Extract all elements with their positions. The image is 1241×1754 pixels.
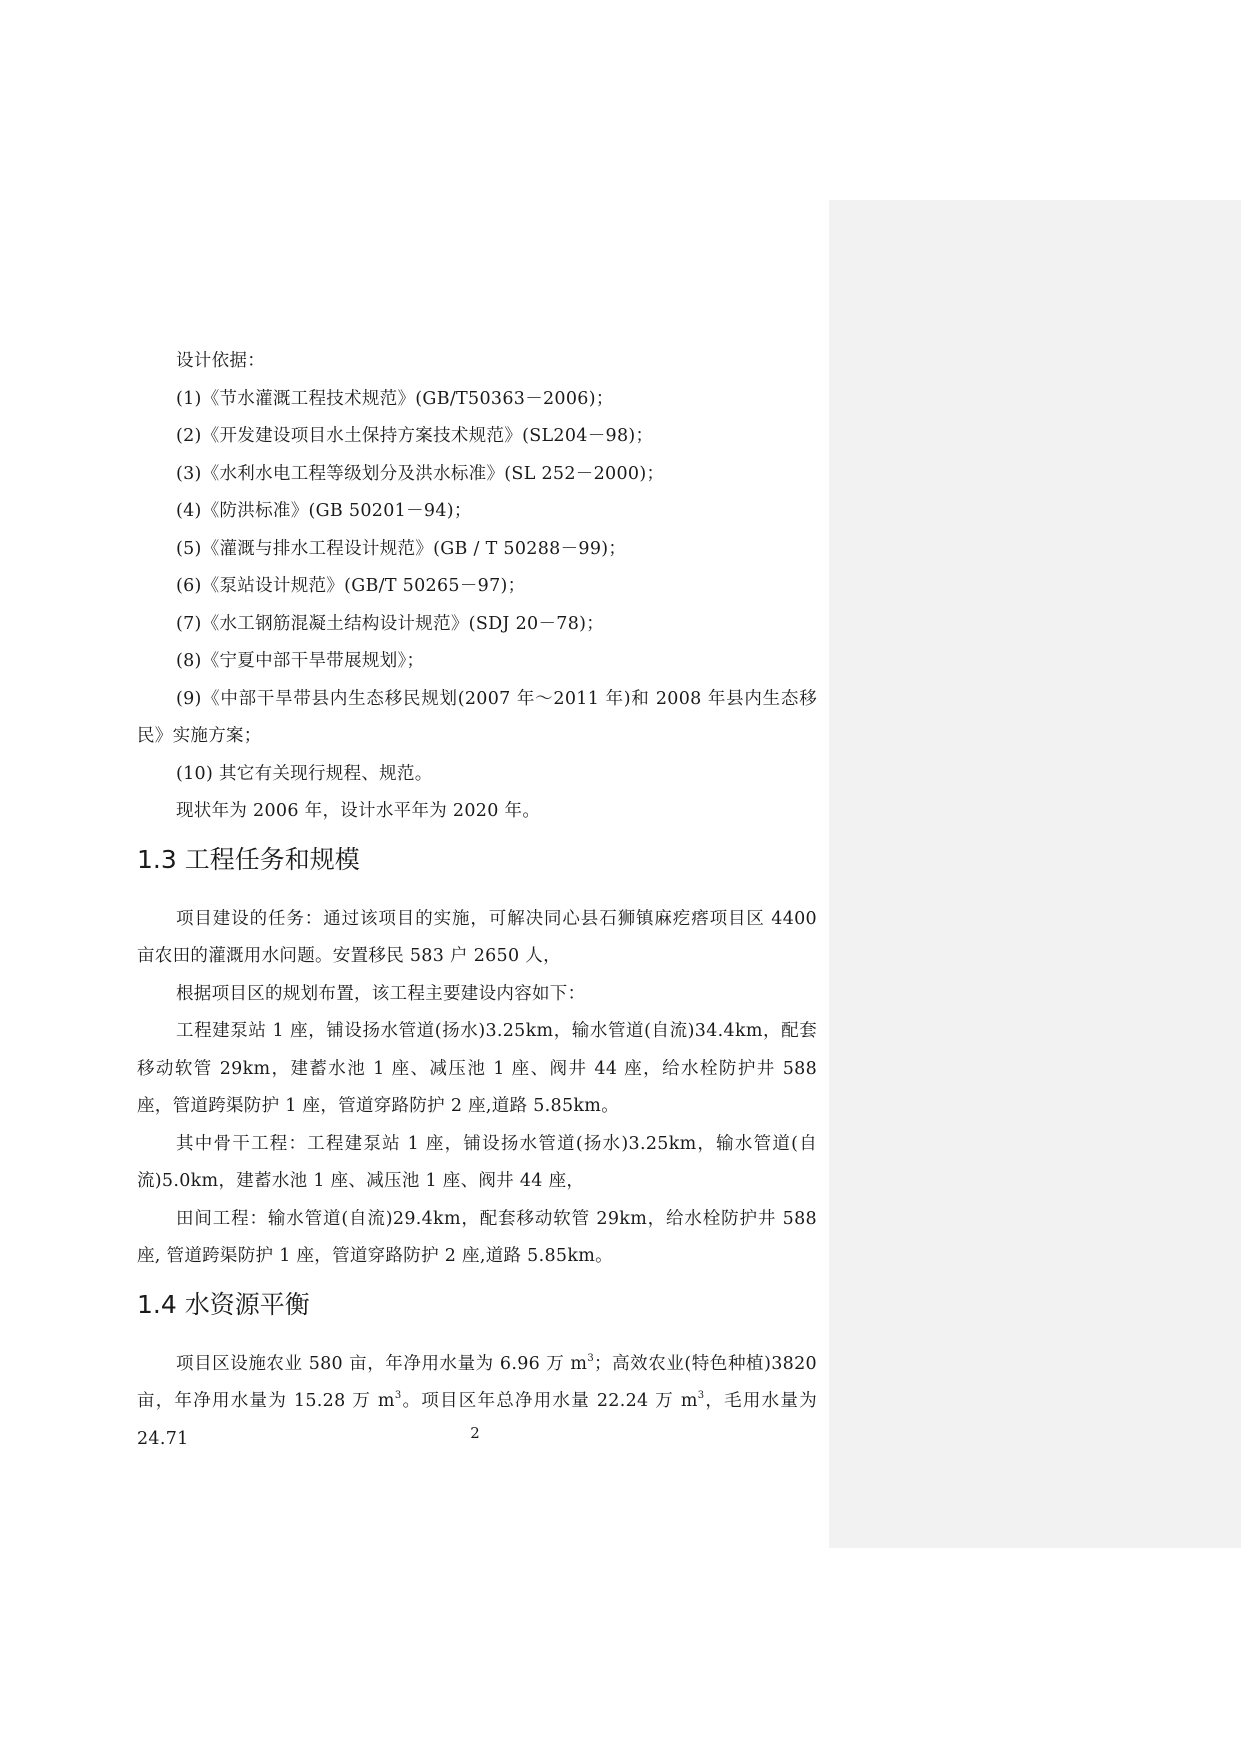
construction-paragraph: 工程建泵站 1 座，铺设扬水管道(扬水)3.25km，输水管道(自流)34.4km，配套移动软管 29km，建蓄水池 1 座、减压池 1 座、阀井 44 座，给水栓防护井 588 座，管道跨渠防护 1 座，管道穿路防护 2 座,道路 5.85km。 [137, 1021, 817, 1116]
water-balance-text-4: ，毛用水量为 24.71 [137, 1391, 817, 1449]
page-body [137, 343, 817, 1458]
water-balance-text-1: 项目区设施农业 580 亩，年净用水量为 6.96 万 m [176, 1353, 588, 1374]
superscript-3: 3 [697, 1390, 705, 1401]
water-balance-text-3: 。项目区年总净用水量 22.24 万 m [401, 1391, 698, 1411]
design-basis-heading: 设计依据： [176, 351, 265, 371]
comment-markup-pane [829, 200, 1241, 1548]
design-basis-item-10: (10) 其它有关现行规程、规范。 [176, 763, 433, 784]
design-basis-item-4: (4)《防洪标准》(GB 50201－94)； [176, 501, 472, 521]
water-balance-text-2: ；高效农业(特色种植)3820 亩，年净用水量为 15.28 万 m [137, 1353, 817, 1411]
design-basis-item-3: (3)《水利水电工程等级划分及洪水标准》(SL 252－2000)； [176, 463, 665, 484]
field-works-paragraph: 田间工程：输水管道(自流)29.4km，配套移动软管 29km，给水栓防护井 588 座, 管道跨渠防护 1 座，管道穿路防护 2 座,道路 5.85km。 [137, 1208, 817, 1266]
design-years: 现状年为 2006 年，设计水平年为 2020 年。 [176, 801, 541, 821]
design-basis-item-8: (8)《宁夏中部干旱带展规划》； [176, 651, 425, 671]
design-basis-item-2: (2)《开发建设项目水土保持方案技术规范》(SL204－98)； [176, 426, 654, 446]
design-basis-item-9: (9)《中部干旱带县内生态移民规划(2007 年～2011 年)和 2008 年县内生态移民》实施方案； [137, 688, 817, 746]
layout-paragraph: 根据项目区的规划布置，该工程主要建设内容如下： [176, 983, 586, 1004]
design-basis-item-5: (5)《灌溉与排水工程设计规范》(GB / T 50288－99)； [176, 538, 627, 559]
design-basis-item-7: (7)《水工钢筋混凝土结构设计规范》(SDJ 20－78)； [176, 613, 605, 634]
superscript-3: 3 [587, 1352, 594, 1364]
backbone-works-paragraph: 其中骨干工程：工程建泵站 1 座，铺设扬水管道(扬水)3.25km，输水管道(自流)5.0km，建蓄水池 1 座、减压池 1 座、阀井 44 座， [137, 1133, 817, 1191]
design-basis-item-1: (1)《节水灌溉工程技术规范》(GB/T50363－2006)； [176, 388, 614, 409]
page-number: 2 [470, 1424, 480, 1442]
section-heading-1-4: 1.4 水资源平衡 [137, 1289, 310, 1319]
task-paragraph: 项目建设的任务：通过该项目的实施，可解决同心县石狮镇麻疙瘩项目区 4400 亩农田的灌溉用水问题。安置移民 583 户 2650 人， [137, 908, 817, 966]
superscript-3: 3 [394, 1390, 402, 1401]
section-heading-1-3: 1.3 工程任务和规模 [137, 844, 360, 874]
design-basis-item-6: (6)《泵站设计规范》(GB/T 50265－97)； [176, 576, 526, 596]
